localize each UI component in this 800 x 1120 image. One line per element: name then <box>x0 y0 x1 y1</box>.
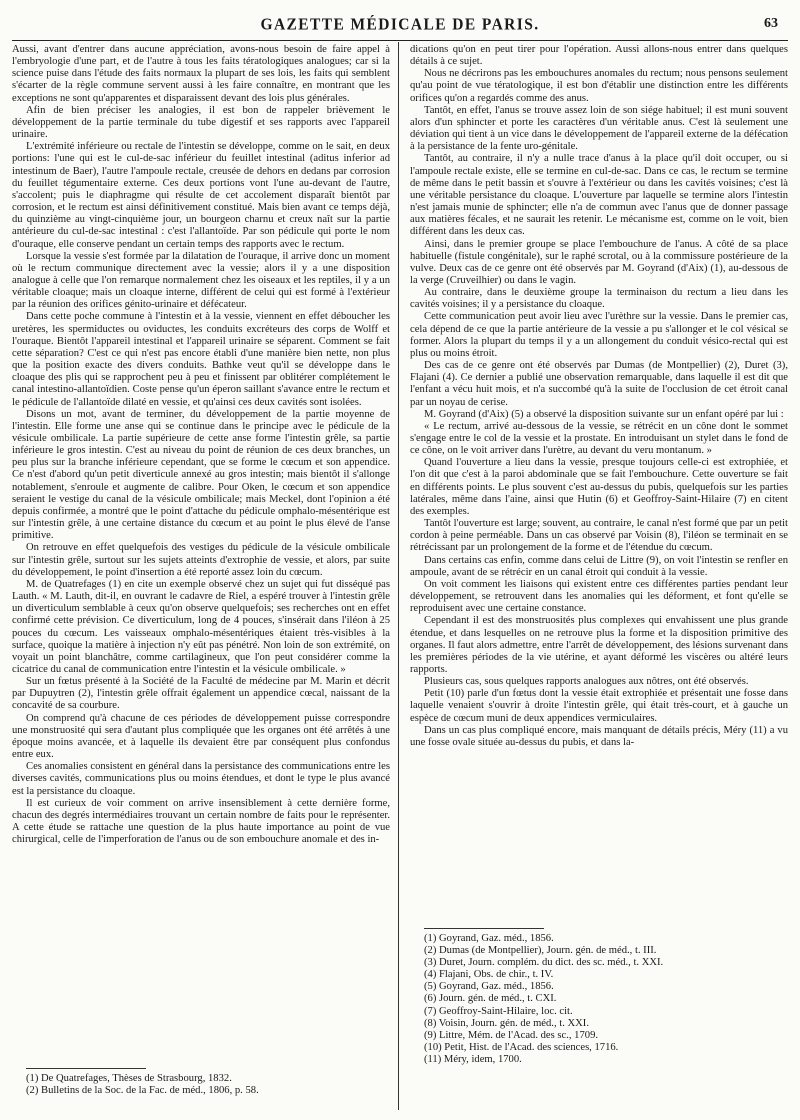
paragraph: Tantôt, en effet, l'anus se trouve assez loin de son siége habituel; il est muni souvent alors d'un sphincter et porte les caractères d'un véritable anus. C'est là seulement une déviation qui tient à un vice dans le développement de l'appareil externe de la défécation à la persistance de la fente uro-génitale. <box>410 104 788 153</box>
quotation: « Le rectum, arrivé au-dessous de la vessie, se rétrécit en un cône dont le sommet s'engage entre le col de la vessie et la prostate. En introduisant un stylet dans le fond de ce cône, on le voit arriver dans l'urètre, au devant du veru montanum. » <box>410 420 788 457</box>
paragraph: Au contraire, dans le deuxième groupe la terminaison du rectum a lieu dans les cavités voisines; il y a persistance du cloaque. <box>410 287 788 311</box>
paragraph: M. de Quatrefages (1) en cite un exemple observé chez un sujet qui fut disséqué pas Lauth. « M. Lauth, dit-il, en ouvrant le cadavre de Riel, a espéré trouver à l'intestin grêle un diverticulum semblable à ceux qu'on observe quelquefois; ses recherches ont en effet confirmé cette prévision. Ce diverticulum, long de 4 pouces, s'insérait dans l'iléon à 25 pouces du cœcum. Les vaisseaux omphalo-mésentériques étaient très-visibles à la surface, quoique la matière à injection n'y eût pas pénétré. Non loin de son extrémité, on voyait un point blanchâtre, comme cartilagineux, que l'on peut considérer comme la cicatrice du canal de communication entre l'intestin et la vésicule ombilicale. » <box>12 578 390 675</box>
paragraph: Plusieurs cas, sous quelques rapports analogues aux nôtres, ont été observés. <box>424 676 749 688</box>
paragraph: Cependant il est des monstruosités plus complexes qui envahissent une plus grande étendue, et dans lesquelles on ne retrouve plus la forme et la disposition primitive des organes. Il faut alors admettre, entre l'arrêt de développement, des lésions survenant dans les premières périodes de la vie utérine, et ayant déformé les viscères ou altéré leurs rapports. <box>410 615 788 675</box>
left-column <box>12 44 390 846</box>
footnote: (4) Flajani, Obs. de chir., t. IV. <box>424 969 554 981</box>
footnote: (3) Duret, Journ. complém. du dict. des sc. méd., t. XXI. <box>424 957 664 969</box>
paragraph: Cette communication peut avoir lieu avec l'urèthre sur la vessie. Dans le premier cas, cela dépend de ce que la partie antérieure de la vessie a pu s'allonger et le col vésical se former. Alors la plupart du temps il y a un allongement du conduit vésico-rectal qui est plus ou moins étroit. <box>410 311 788 359</box>
column-divider <box>398 42 399 1110</box>
footnote: (11) Méry, idem, 1700. <box>424 1053 522 1065</box>
paragraph: On voit comment les liaisons qui existent entre ces différentes parties pendant leur développement, se retrouvent dans les anomalies qui les déforment, et font qu'elle se reproduisent avec une certaine constance. <box>410 578 788 615</box>
paragraph: Sur un fœtus présenté à la Société de la Faculté de médecine par M. Marin et décrit par Dupuytren (2), l'intestin grêle offrait également un appendice cœcal, naissant de la concavité de sa courbure. <box>12 676 390 712</box>
paragraph: Disons un mot, avant de terminer, du développement de la partie moyenne de l'intestin. Elle forme une anse qui se continue dans le principe avec le pédicule de la vésicule ombilicale. La partie supérieure de cette anse forme l'intestin grêle, sa partie inférieure le gros intestin. C'est au niveau du point de réunion de ces deux branches, un peu plus sur la branche inférieure cependant, que se forme le cœcum et son appendice. Ce n'est d'abord qu'un petit diverticule annexé au gros intestin; mais bientôt il s'allonge notablement, s'enroule et augmente de calibre. Pour Oken, le cœcum et son appendice seraient le vestige du canal de la vésicule ombilicale; mais Meckel, dont l'opinion a été depuis confirmée, a montré que le point d'attache du pédicule omphalo-mésentérique est sur l'intestin grêle, à une certaine distance du cœcum et au point le plus élevé de l'anse primitive. <box>12 408 390 542</box>
footnote: (5) Goyrand, Gaz. méd., 1856. <box>424 981 554 993</box>
footnote: (2) Bulletins de la Soc. de la Fac. de méd., 1806, p. 58. <box>26 1085 259 1097</box>
footnote: (9) Littre, Mém. de l'Acad. des sc., 1709. <box>424 1029 599 1041</box>
left-footnotes <box>12 1068 390 1097</box>
paragraph: Ainsi, dans le premier groupe se place l'embouchure de l'anus. A côté de sa place habituelle (fistule congénitale), sur le raphé scrotal, ou à la commissure postérieure de la vulve. Deux cas de ce genre ont été observés par M. Goyrand (d'Aix) (1), au-dessous de la verge (Cruveilhier) ou dans le vagin. <box>410 238 788 286</box>
journal-title: GAZETTE MÉDICALE DE PARIS. <box>260 15 540 34</box>
paragraph: Dans cette poche commune à l'intestin et à la vessie, viennent en effet déboucher les uretères, les spermiductes ou oviductes, les conduits excréteurs des corps de Wolff et l'ouraque. Bientôt l'appareil intestinal et l'appareil urinaire se séparent. Comment se fait cette séparation? C'est ce qui n'est pas encore établi d'une manière bien nette, non plus que la position exacte des divers conduits. Bathke veut qu'il se développe dans le cloaque des plis qui se rapprochent peu à peu et finissent par oblitérer complétement le canal intestino-allantoïdien. Coste pense qu'un éperon saillant s'avance entre le rectum et le pédicule de l'allantoïde dilaté en vessie, et qu'ainsi ces deux cavités sont isolées. <box>12 311 390 408</box>
page-number: 63 <box>764 16 778 31</box>
page-header <box>12 14 788 38</box>
paragraph: Lorsque la vessie s'est formée par la dilatation de l'ouraque, il arrive donc un moment où le rectum communique directement avec la vessie; alors il y a une disposition analogue à celle que l'on remarque normalement chez les oiseaux et les reptiles, il y a un véritable cloaque; mais un cloaque interne, différent de celui qui est formé à l'extérieur par la réunion des orifices génito-urinaire et défécateur. <box>12 250 390 311</box>
paragraph: On comprend qu'à chacune de ces périodes de développement puisse correspondre une monstruosité qui sera d'autant plus compliquée que les organes ont été arrêtés à une époque moins avancée, et à laquelle ils devaient être par conséquent plus confondus entre eux. <box>12 712 390 761</box>
footnote-rule <box>26 1068 146 1069</box>
footnote: (1) Goyrand, Gaz. méd., 1856. <box>424 933 554 944</box>
paragraph: Nous ne décrirons pas les embouchures anomales du rectum; nous pensons seulement qu'au point de vue tératologique, il est bon d'établir une distinction entre les différents orifices qu'on a regardés comme des anus. <box>410 68 788 104</box>
paragraph: Tantôt l'ouverture est large; souvent, au contraire, le canal n'est formé que par un petit cordon à peine perméable. Dans un cas observé par Voisin (8), l'iléon se terminait en se rétrécissant par un prolongement de la forme et de l'étendue du cœcum. <box>410 518 788 554</box>
footnote: (10) Petit, Hist. de l'Acad. des sciences, 1716. <box>424 1041 619 1053</box>
paragraph: dications qu'on en peut tirer pour l'opération. Aussi allons-nous entrer dans quelques détails à ce sujet. <box>410 44 788 68</box>
footnote: (2) Dumas (de Montpellier), Journ. gén. de méd., t. III. <box>424 945 657 957</box>
paragraph: Des cas de ce genre ont été observés par Dumas (de Montpellier) (2), Duret (3), Flajani (4). Ce dernier a publié une observation remarquable, dans laquelle il est dit que l'enfant a vécu huit mois, et n'a succombé qu'à la suite de l'occlusion de cet étroit canal par un noyau de cerise. <box>410 360 788 408</box>
paragraph: Tantôt, au contraire, il n'y a nulle trace d'anus à la place qu'il doit occuper, ou si l'ampoule rectale existe, elle se termine en cul-de-sac. Dans ce cas, le rectum se termine de même dans le petit bassin et s'ouvre à l'extérieur ou dans les cavités voisines; c'est là une véritable persistance du cloaque. L'ouverture par laquelle se termine alors l'intestin n'est jamais munie de sphincter; elle n'a de commun avec l'anus que de donner passage aux matières fécales, et ne saurait les retenir. Le mécanisme est, comme on le voit, bien différent dans les deux cas. <box>410 153 788 238</box>
paragraph: M. Goyrand (d'Aix) (5) a observé la disposition suivante sur un enfant opéré par lui : <box>424 408 784 420</box>
paragraph: Petit (10) parle d'un fœtus dont la vessie était extrophiée et présentait une fosse dans laquelle venaient s'ouvrir à droite l'intestin grêle, qui était très-court, et à gauche un espèce de cœcum muni de deux appendices vermiculaires. <box>410 688 788 724</box>
footnote: (8) Voisin, Journ. gén. de méd., t. XXI. <box>424 1017 589 1029</box>
paragraph: Quand l'ouverture a lieu dans la vessie, presque toujours celle-ci est extrophiée, et l'on dit que c'est à la paroi abdominale que se fait l'embouchure. Cette ouverture se fait en différents points. Le plus souvent c'est au-dessus du pubis, quelquefois sur les parties latérales, même dans l'aine, ainsi que Hutin (6) et Geoffroy-Saint-Hilaire (7) en citent des exemples. <box>410 457 788 517</box>
paragraph: Dans un cas plus compliqué encore, mais manquant de détails précis, Méry (11) a vu une fosse ovale située au-dessus du pubis, et dans la- <box>410 724 788 748</box>
paragraph: Il est curieux de voir comment on arrive insensiblement à cette dernière forme, chacun des degrés intermédiaires trouvant un certain nombre de faits pour le représenter. A cette étude se rattache une question de la plus haute importance au point de vue chirurgical, celle de l'imperforation de l'anus ou de son embouchure anomale et des in- <box>12 797 390 846</box>
header-rule <box>12 40 788 41</box>
right-footnotes <box>410 928 788 1066</box>
footnote: (6) Journ. gén. de méd., t. CXI. <box>424 993 557 1005</box>
paragraph: Aussi, avant d'entrer dans aucune appréciation, avons-nous besoin de faire appel à l'embryologie d'une part, et de l'autre à tous les faits tératologiques analogues; car si la science puise dans l'étude des faits normaux la plupart de ses lois, les faits qui semblent s'écarter de la règle commune servent aussi à les faire connaître, en montrant que les exceptions ne sont qu'apparentes et disparaissent devant des lois plus générales. <box>12 44 390 104</box>
footnote-rule <box>424 928 544 929</box>
paragraph: On retrouve en effet quelquefois des vestiges du pédicule de la vésicule ombilicale sur l'intestin grêle, surtout sur les sujets atteints d'extrophie de vessie, et alors, par suite du développement, le point d'insertion a été reporté assez loin du cœcum. <box>12 542 390 578</box>
paragraph: Ces anomalies consistent en général dans la persistance des communications entre les diverses cavités, communications plus ou moins étendues, et dont le type le plus avancé est la persistance du cloaque. <box>12 761 390 797</box>
footnote: (7) Geoffroy-Saint-Hilaire, loc. cit. <box>424 1005 573 1017</box>
right-column <box>410 44 788 749</box>
paragraph: Dans certains cas enfin, comme dans celui de Littre (9), on voit l'intestin se renfler en ampoule, avant de se rétrécir en un canal étroit qui conduit à la vessie. <box>410 554 788 578</box>
paragraph: L'extrémité inférieure ou rectale de l'intestin se développe, comme on le sait, en deux portions: l'une qui est le cul-de-sac inférieur du feuillet intestinal (aditus inferior ad intestinum de Baer), l'autre l'ampoule rectale, creusée de dehors en dedans par corrosion du feuillet tégumentaire externe. Ces deux portions vont l'une au-devant de l'autre, s'accolent; puis le diaphragme qui résulte de cet accolement disparaît bientôt par corrosion, et le rectum est ainsi définitivement constitué. Mais bien avant ce temps déjà, du quinzième au vingt-cinquième jour, un bourgeon charnu et creux naît sur la partie antérieure du cul-de-sac intestinal : c'est l'allantoïde. Par son pédicule qui porte le nom d'ouraque, elle conserve pendant un certain temps des rapports avec le rectum. <box>12 141 390 250</box>
footnote: (1) De Quatrefages, Thèses de Strasbourg, 1832. <box>26 1073 232 1084</box>
paragraph: Afin de bien préciser les analogies, il est bon de rappeler brièvement le développement de la partie terminale du tube digestif et ses rapports avec l'appareil urinaire. <box>12 104 390 141</box>
